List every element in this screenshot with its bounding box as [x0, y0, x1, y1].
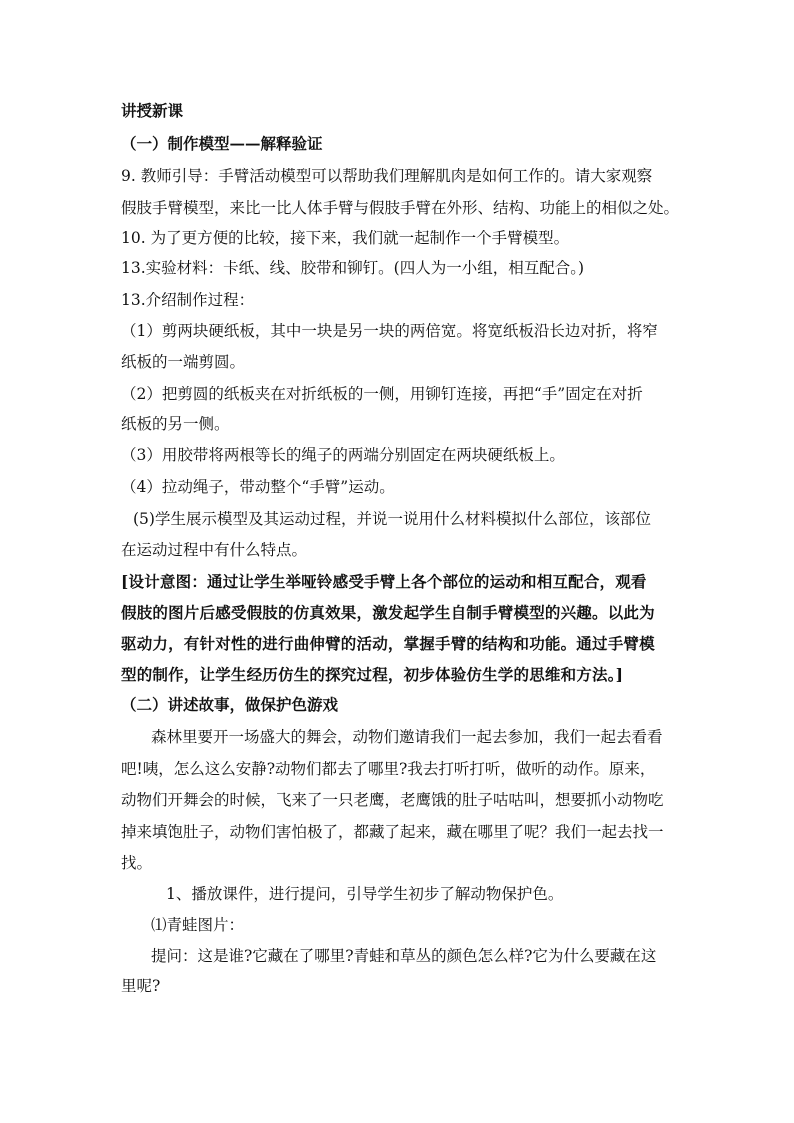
- step-4: （4）拉动绳子，带动整个“手臂”运动。: [121, 478, 395, 496]
- section1-title: （一）制作模型——解释验证: [121, 134, 323, 153]
- step-2-line1: （2）把剪圆的纸板夹在对折纸板的一侧，用铆钉连接，再把“手”固定在对折: [121, 385, 643, 403]
- step-1-line1: （1）剪两块硬纸板，其中一块是另一块的两倍宽。将宽纸板沿长边对折，将窄: [121, 322, 658, 340]
- story-line1: 森林里要开一场盛大的舞会，动物们邀请我们一起去参加，我们一起去看看: [151, 728, 663, 746]
- paragraph-9-line1: 9. 教师引导：手臂活动模型可以帮助我们理解肌肉是如何工作的。请大家观察: [121, 167, 653, 185]
- step-1-line2: 纸板的一端剪圆。: [121, 353, 246, 371]
- paragraph-13-process: 13.介绍制作过程：: [121, 291, 255, 309]
- paragraph-9-line2: 假肢手臂模型，来比一比人体手臂与假肢手臂在外形、结构、功能上的相似之处。: [121, 199, 680, 217]
- step-2-line2: 纸板的另一侧。: [121, 415, 230, 433]
- frog-picture: ⑴青蛙图片：: [151, 916, 245, 934]
- story-line2: 吧!咦，怎么这么安静?动物们都去了哪里?我去打听打听，做听的动作。原来，: [121, 760, 656, 778]
- design-intent-line3: 驱动力，有针对性的进行曲伸臂的活动，掌握手臂的结构和功能。通过手臂模: [121, 634, 655, 653]
- story-line3: 动物们开舞会的时候，飞来了一只老鹰，老鹰饿的肚子咕咕叫，想要抓小动物吃: [121, 791, 664, 809]
- question-line1: 提问：这是谁?它藏在了哪里?青蛙和草丛的颜色怎么样?它为什么要藏在这: [151, 947, 657, 965]
- question-line2: 里呢?: [121, 977, 161, 995]
- section2-title: （二）讲述故事，做保护色游戏: [121, 695, 339, 714]
- step-5-line2: 在运动过程中有什么特点。: [121, 541, 308, 559]
- step-3: （3）用胶带将两根等长的绳子的两端分别固定在两块硬纸板上。: [121, 446, 565, 464]
- design-intent-line1: [设计意图：通过让学生举哑铃感受手臂上各个部位的运动和相互配合，观看: [121, 572, 647, 591]
- play-courseware: 1、播放课件，进行提问，引导学生初步了解动物保护色。: [166, 885, 564, 903]
- step-5-line1: (5)学生展示模型及其运动过程，并说一说用什么材料模拟什么部位，该部位: [133, 510, 651, 528]
- paragraph-10: 10. 为了更方便的比较，接下来，我们就一起制作一个手臂模型。: [121, 229, 570, 247]
- paragraph-13-materials: 13.实验材料：卡纸、线、胶带和铆钉。(四人为一小组，相互配合。): [121, 259, 584, 277]
- heading: 讲授新课: [121, 101, 184, 120]
- design-intent-line4: 型的制作，让学生经历仿生的探究过程，初步体验仿生学的思维和方法。]: [121, 665, 624, 684]
- story-line4: 掉来填饱肚子，动物们害怕极了，都藏了起来，藏在哪里了呢？我们一起去找一: [121, 823, 664, 841]
- story-line5: 找。: [121, 854, 153, 872]
- design-intent-line2: 假肢的图片后感受假肢的仿真效果，激发起学生自制手臂模型的兴趣。以此为: [121, 603, 655, 622]
